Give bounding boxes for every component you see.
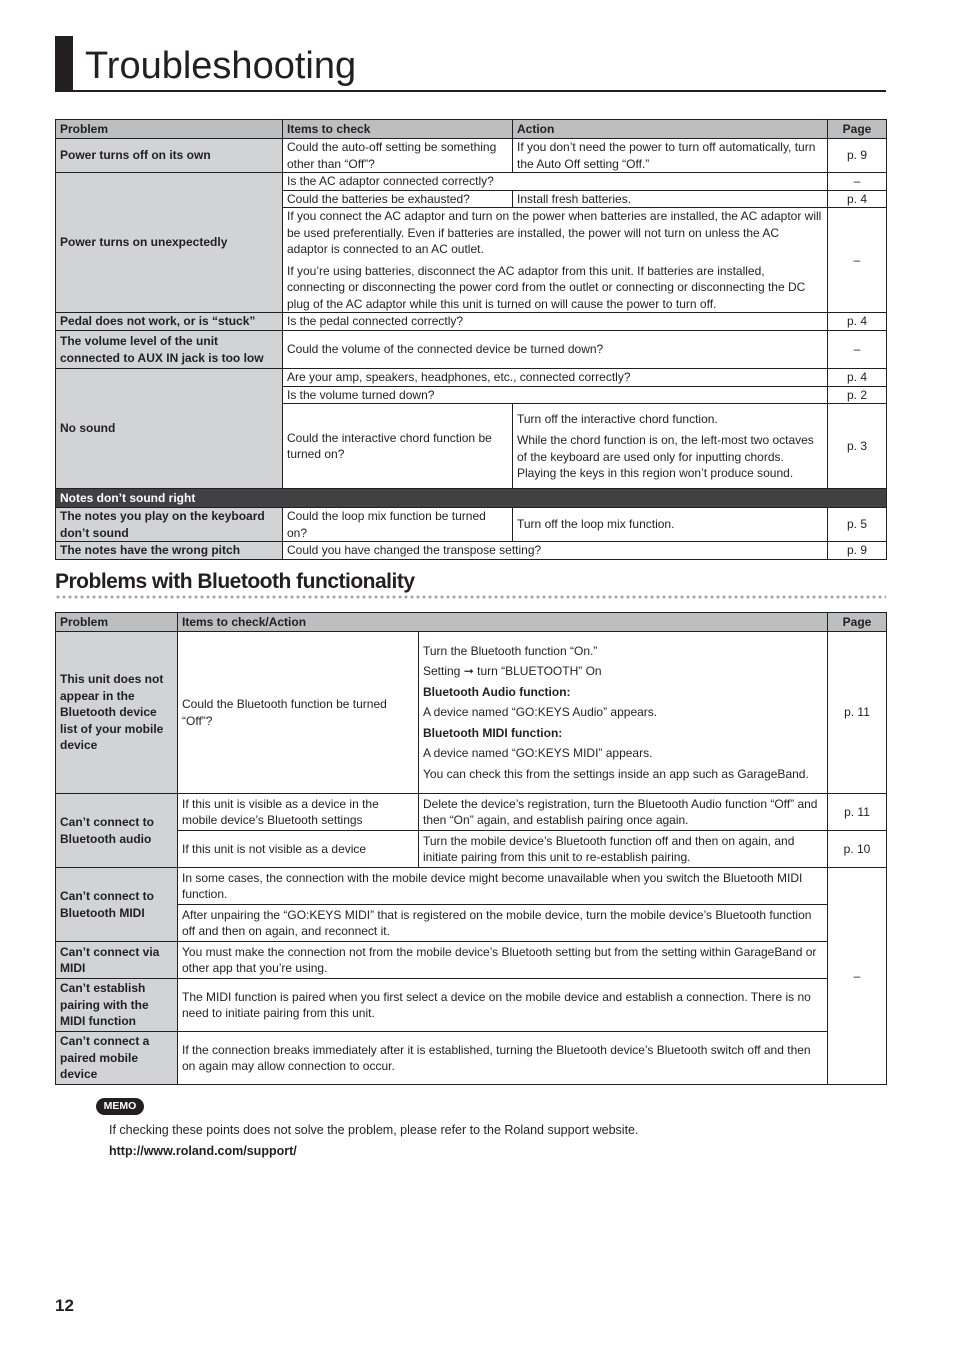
table-header-row (56, 613, 887, 632)
page-title: Troubleshooting (85, 45, 357, 87)
table-row (56, 632, 887, 794)
problem-cell: Power turns off on its own (56, 139, 283, 173)
table-row (56, 794, 887, 831)
table-row (56, 139, 887, 173)
page-ref: – (828, 173, 887, 191)
problem-cell: Can’t establish pairing with the MIDI function (56, 979, 178, 1032)
support-link[interactable]: http://www.roland.com/support/ (109, 1144, 297, 1158)
problem-cell: Pedal does not work, or is “stuck” (56, 313, 283, 331)
info-cell: You must make the connection not from the mobile device’s Bluetooth setting but from the setting within GarageBand or other app that you’re using. (178, 942, 828, 979)
check-cell: Could the loop mix function be turned on? (283, 508, 513, 542)
action-subheading: Bluetooth Audio function: (423, 684, 571, 699)
problem-cell: Power turns on unexpectedly (56, 173, 283, 313)
action-paragraph: Turn off the interactive chord function. (517, 411, 718, 426)
action-cell: If you don’t need the power to turn off automatically, turn the Auto Off setting “Off.” (513, 139, 828, 173)
page-number: 12 (55, 1296, 74, 1315)
table-row (56, 331, 887, 369)
setting-label: Setting (423, 664, 461, 679)
problem-cell: Can’t connect a paired mobile device (56, 1032, 178, 1085)
action-cell: Turn off the loop mix function. (513, 508, 828, 542)
check-cell: Could you have changed the transpose setting? (283, 542, 828, 560)
memo-badge: MEMO (96, 1098, 144, 1115)
action-subheading: Bluetooth MIDI function: (423, 725, 563, 740)
page-ref: p. 11 (828, 632, 887, 794)
page-ref: p. 11 (828, 794, 887, 831)
table-row (56, 831, 887, 868)
check-cell: Could the auto-off setting be something other than “Off”? (283, 139, 513, 173)
page-ref: – (828, 208, 887, 313)
problem-cell: The notes have the wrong pitch (56, 542, 283, 560)
header-items-to-check: Items to check (283, 120, 513, 139)
problem-cell: The notes you play on the keyboard don’t sound (56, 508, 283, 542)
check-cell: Is the volume turned down? (283, 386, 828, 404)
problem-cell: Can’t connect via MIDI (56, 942, 178, 979)
table-row (56, 979, 887, 1032)
info-cell: After unpairing the “GO:KEYS MIDI” that is registered on the mobile device, turn the mobile device’s Bluetooth function off and then on again, and reconnect it. (178, 905, 828, 942)
check-cell: Are your amp, speakers, headphones, etc., connected correctly? (283, 369, 828, 387)
info-cell: In some cases, the connection with the mobile device might become unavailable when you switch the Bluetooth MIDI function. (178, 868, 828, 905)
action-cell: Turn the mobile device’s Bluetooth function off and then on again, and initiate pairing from this unit to re-establish pairing. (419, 831, 828, 868)
page-ref: p. 3 (828, 404, 887, 489)
check-cell: Is the AC adaptor connected correctly? (283, 173, 828, 191)
table-row (56, 1032, 887, 1085)
table-row (56, 173, 887, 191)
table-row (56, 905, 887, 942)
page-ref: – (828, 868, 887, 1085)
check-cell: Could the interactive chord function be turned on? (283, 404, 513, 489)
page-ref: p. 4 (828, 313, 887, 331)
page-ref: p. 10 (828, 831, 887, 868)
header-page: Page (828, 120, 887, 139)
action-line (423, 661, 823, 682)
header-action: Action (513, 120, 828, 139)
title-underline (55, 90, 886, 92)
troubleshooting-table (55, 119, 887, 560)
table-row (56, 868, 887, 905)
section-label: Notes don’t sound right (56, 489, 887, 508)
problem-cell: The volume level of the unit connected to AUX IN jack is too low (56, 331, 283, 369)
note-paragraph: If you connect the AC adaptor and turn on the power when batteries are installed, the AC adaptor will be used preferentially. Even if batteries are installed, the power will not turn on unless the AC adaptor is connected to an AC outlet. (287, 209, 822, 256)
table-row (56, 508, 887, 542)
problem-cell: Can’t connect to Bluetooth audio (56, 794, 178, 868)
table-row (56, 369, 887, 387)
bluetooth-table (55, 612, 887, 1085)
check-cell: If this unit is not visible as a device (178, 831, 419, 868)
action-line: Turn the Bluetooth function “On.” (423, 643, 598, 658)
page-ref: p. 4 (828, 190, 887, 208)
page-ref: p. 9 (828, 542, 887, 560)
title-accent-bar (55, 36, 73, 91)
setting-value: turn “BLUETOOTH” On (477, 664, 602, 679)
info-cell: If the connection breaks immediately after it is established, turning the Bluetooth device’s Bluetooth switch off and then on again may allow connection to occur. (178, 1032, 828, 1085)
section-row (56, 489, 887, 508)
problem-cell: No sound (56, 369, 283, 489)
note-cell (283, 208, 828, 313)
page-ref: – (828, 331, 887, 369)
action-cell: Delete the device’s registration, turn the Bluetooth Audio function “Off” and then “On” again, and establish pairing once again. (419, 794, 828, 831)
check-cell: Could the Bluetooth function be turned “Off”? (178, 632, 419, 794)
table-row (56, 942, 887, 979)
action-line: A device named “GO:KEYS MIDI” appears. (423, 746, 653, 761)
table-row (56, 542, 887, 560)
page-ref: p. 9 (828, 139, 887, 173)
action-cell: Install fresh batteries. (513, 190, 828, 208)
dotted-divider (55, 595, 886, 599)
header-items-to-check-action: Items to check/Action (178, 613, 828, 632)
header-page: Page (828, 613, 887, 632)
problem-cell: Can’t connect to Bluetooth MIDI (56, 868, 178, 942)
arrow-right-icon: ➞ (463, 664, 474, 679)
check-cell: Could the volume of the connected device be turned down? (283, 331, 828, 369)
action-line: A device named “GO:KEYS Audio” appears. (423, 705, 658, 720)
problem-cell: This unit does not appear in the Bluetooth device list of your mobile device (56, 632, 178, 794)
table-header-row (56, 120, 887, 139)
header-problem: Problem (56, 613, 178, 632)
action-paragraph: While the chord function is on, the left-most two octaves of the keyboard are used only for inputting chords. Playing the keys in this region won’t produce sound. (517, 433, 814, 480)
note-paragraph: If you’re using batteries, disconnect the AC adaptor from this unit. If batteries are installed, connecting or disconnecting the power cord from the outlet or connecting or disconnecting the DC plug of the AC adaptor while this unit is turned on will cause the power to turn off. (287, 263, 806, 311)
bluetooth-section-heading: Problems with Bluetooth functionality (55, 570, 415, 593)
header-problem: Problem (56, 120, 283, 139)
check-cell: Could the batteries be exhausted? (283, 190, 513, 208)
page-ref: p. 2 (828, 386, 887, 404)
memo-text: If checking these points does not solve the problem, please refer to the Roland support website. (109, 1123, 639, 1137)
action-cell (513, 404, 828, 489)
page-ref: p. 4 (828, 369, 887, 387)
page-ref: p. 5 (828, 508, 887, 542)
info-cell: The MIDI function is paired when you first select a device on the mobile device and establish a connection. There is no need to initiate pairing from this unit. (178, 979, 828, 1032)
action-line: You can check this from the settings inside an app such as GarageBand. (423, 766, 809, 781)
action-cell (419, 632, 828, 794)
table-row (56, 313, 887, 331)
check-cell: If this unit is visible as a device in the mobile device’s Bluetooth settings (178, 794, 419, 831)
check-cell: Is the pedal connected correctly? (283, 313, 828, 331)
